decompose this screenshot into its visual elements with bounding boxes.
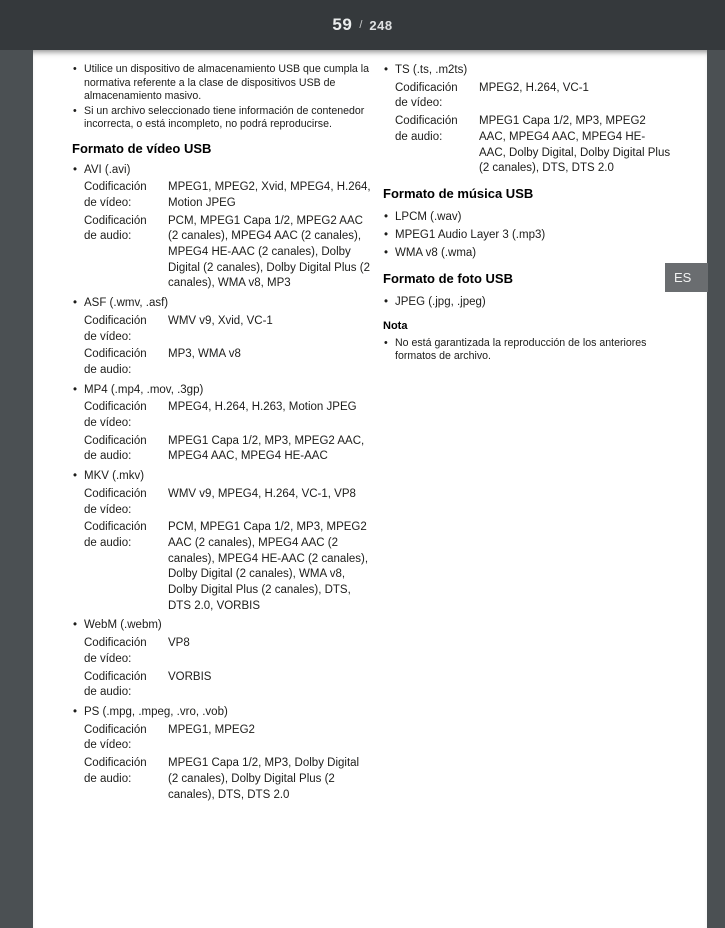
- format-name: • AVI (.avi): [72, 163, 372, 179]
- codec-video-row: [84, 487, 372, 518]
- codec-audio-row: [84, 520, 372, 614]
- codec-video-value: WMV v9, MPEG4, H.264, VC-1, VP8: [168, 487, 356, 500]
- note-item: • No está garantizada la reproducción de los anteriores formatos de archivo.: [383, 337, 671, 364]
- section-title-music: Formato de música USB: [383, 185, 534, 201]
- codec-audio-value: VORBIS: [168, 670, 212, 683]
- codec-video-value: MPEG4, H.264, H.263, Motion JPEG: [168, 401, 357, 414]
- codec-audio-label: Codificación de audio:: [84, 757, 147, 785]
- format-item: [72, 163, 372, 293]
- format-name: • MP4 (.mp4, .mov, .3gp): [72, 383, 372, 399]
- note-title: Nota: [383, 319, 408, 332]
- codec-video-label: Codificación de vídeo:: [395, 81, 458, 110]
- section-title-photo: Formato de foto USB: [383, 270, 513, 286]
- video-format-list-right: [383, 63, 671, 177]
- codec-audio-label: Codificación de audio:: [84, 521, 147, 549]
- music-format-item: • MPEG1 Audio Layer 3 (.mp3): [383, 226, 671, 244]
- codec-audio-label: Codificación de audio:: [84, 434, 147, 463]
- codec-video-label: Codificación de vídeo:: [84, 314, 147, 343]
- intro-note: • Si un archivo seleccionado tiene información de contenedor incorrecta, o está incompleto, no podrá reproducirse.: [72, 105, 372, 132]
- codec-video-row: [84, 723, 372, 754]
- codec-video-row: [84, 180, 372, 211]
- format-name: • PS (.mpg, .mpeg, .vro, .vob): [72, 705, 372, 721]
- video-format-list-left: [72, 163, 372, 804]
- codec-audio-label: Codificación de audio:: [395, 115, 458, 143]
- photo-format-item: • JPEG (.jpg, .jpeg): [383, 293, 671, 311]
- page-number-current: 59: [332, 15, 353, 34]
- intro-note: • Utilice un dispositivo de almacenamiento USB que cumpla la normativa referente a la clase de dispositivos USB de almacenamiento masivo.: [72, 63, 372, 104]
- codec-audio-row: [84, 214, 372, 293]
- codec-audio-label: Codificación de audio:: [84, 348, 147, 376]
- codec-audio-value: MPEG1 Capa 1/2, MP3, Dolby Digital (2 canales), Dolby Digital Plus (2 canales), DTS, DTS 2.0: [168, 757, 360, 801]
- section-title-video: Formato de vídeo USB: [72, 140, 212, 156]
- codec-video-row: [84, 400, 372, 431]
- format-name: • ASF (.wmv, .asf): [72, 296, 372, 312]
- format-item: [72, 296, 372, 379]
- codec-video-value: VP8: [168, 637, 190, 650]
- music-format-item: • WMA v8 (.wma): [383, 244, 671, 262]
- document-page: [33, 50, 707, 928]
- codec-audio-value: MP3, WMA v8: [168, 348, 241, 361]
- codec-audio-row: [84, 756, 372, 803]
- codec-video-value: WMV v9, Xvid, VC-1: [168, 314, 273, 327]
- codec-video-row: [84, 636, 372, 667]
- codec-video-label: Codificación de vídeo:: [84, 401, 147, 430]
- format-name: • WebM (.webm): [72, 618, 372, 634]
- page-number-total: 248: [369, 17, 393, 33]
- format-item: [72, 383, 372, 466]
- codec-audio-value: MPEG1 Capa 1/2, MP3, MPEG2 AAC, MPEG4 AAC, MPEG4 HE-AAC, Dolby Digital, Dolby Digital Plus (2 canales), DTS, DTS 2.0: [479, 115, 671, 175]
- format-item: [72, 705, 372, 803]
- right-column: [383, 63, 671, 364]
- codec-audio-row: [84, 434, 372, 465]
- codec-audio-value: PCM, MPEG1 Capa 1/2, MP3, MPEG2 AAC (2 canales), MPEG4 AAC (2 canales), MPEG4 HE-AAC (2 canales), Dolby Digital (2 canales), WMA v8, Dolby Digital Plus (2 canales), DTS, DTS 2.0, VORBIS: [168, 521, 369, 612]
- codec-video-value: MPEG1, MPEG2: [168, 723, 255, 736]
- format-item: [72, 469, 372, 614]
- codec-video-label: Codificación de vídeo:: [84, 487, 147, 516]
- format-item: [383, 63, 671, 177]
- codec-audio-row: [395, 114, 671, 177]
- music-format-item: • LPCM (.wav): [383, 208, 671, 226]
- codec-audio-row: [84, 670, 372, 701]
- left-column: [72, 63, 372, 807]
- codec-video-label: Codificación de vídeo:: [84, 723, 147, 752]
- codec-audio-row: [84, 347, 372, 378]
- codec-video-label: Codificación de vídeo:: [84, 637, 147, 665]
- codec-video-value: MPEG2, H.264, VC-1: [479, 81, 589, 94]
- format-name: • TS (.ts, .m2ts): [383, 63, 671, 79]
- codec-video-value: MPEG1, MPEG2, Xvid, MPEG4, H.264, Motion JPEG: [168, 181, 371, 209]
- format-item: [72, 618, 372, 701]
- language-tab-es[interactable]: ES: [665, 263, 708, 292]
- viewer-toolbar: [0, 0, 725, 50]
- note-list: [383, 337, 671, 364]
- codec-video-row: [84, 314, 372, 345]
- codec-video-label: Codificación de vídeo:: [84, 181, 147, 209]
- codec-audio-value: MPEG1 Capa 1/2, MP3, MPEG2 AAC, MPEG4 AAC, MPEG4 HE-AAC: [168, 434, 365, 463]
- format-name: • MKV (.mkv): [72, 469, 372, 485]
- music-format-list: [383, 208, 671, 262]
- page-number-separator: /: [359, 19, 363, 31]
- codec-video-row: [395, 81, 671, 112]
- codec-audio-value: PCM, MPEG1 Capa 1/2, MPEG2 AAC (2 canales), MPEG4 AAC (2 canales), MPEG4 HE-AAC (2 canales), Dolby Digital (2 canales), Dolby Digital Plus (2 canales), WMA v8, MP3: [168, 214, 370, 290]
- photo-format-list: [383, 293, 671, 311]
- intro-notes-list: [72, 63, 372, 132]
- codec-audio-label: Codificación de audio:: [84, 670, 147, 699]
- codec-audio-label: Codificación de audio:: [84, 214, 147, 243]
